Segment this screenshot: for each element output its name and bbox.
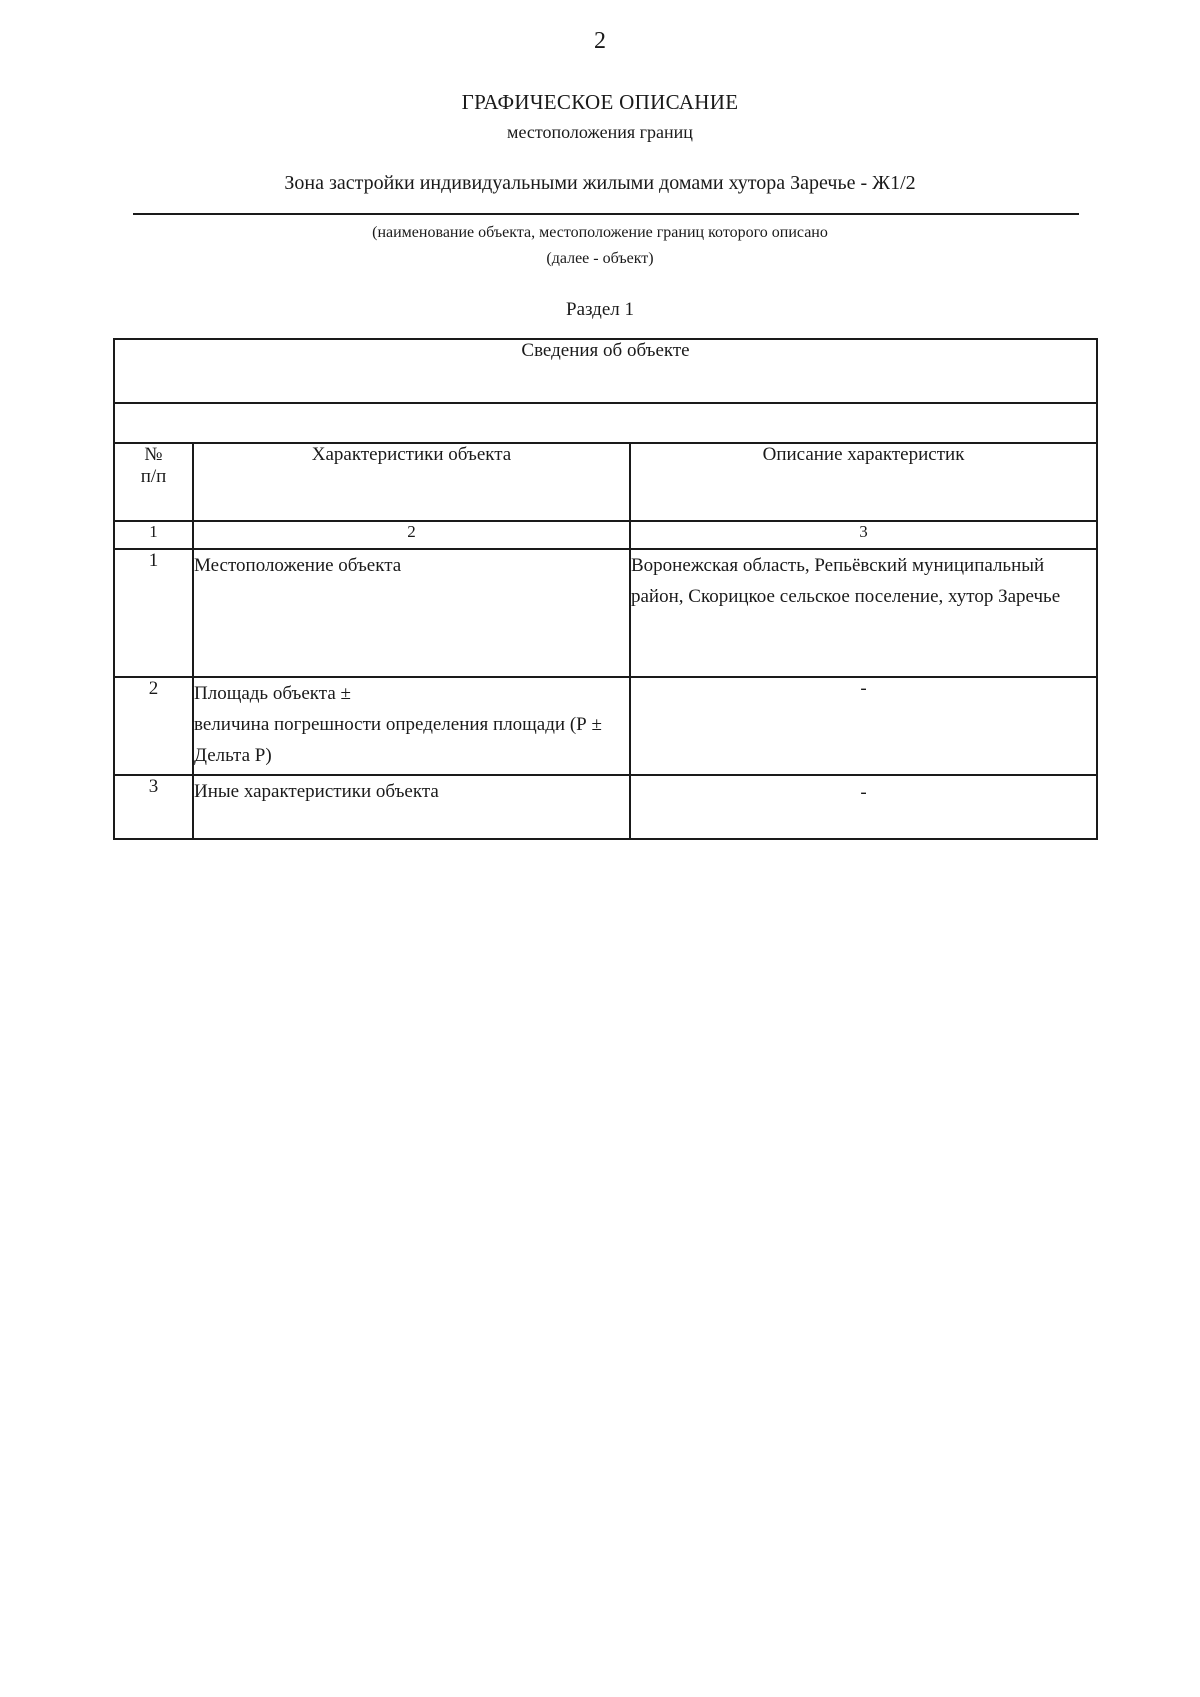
page-number: 2 xyxy=(594,28,606,54)
row-characteristic: Местоположение объекта xyxy=(193,549,630,677)
table-header: Сведения об объекте xyxy=(114,339,1097,403)
table-header-row xyxy=(114,339,1097,403)
object-name-underline xyxy=(133,213,1079,215)
row-number: 1 xyxy=(114,549,193,677)
table-empty-row xyxy=(114,403,1097,443)
column-header-number: № п/п xyxy=(114,443,193,521)
column-number-1: 1 xyxy=(114,521,193,549)
table-row xyxy=(114,775,1097,839)
column-header-characteristic: Характеристики объекта xyxy=(193,443,630,521)
document-title: ГРАФИЧЕСКОЕ ОПИСАНИЕ xyxy=(461,90,739,114)
section-label: Раздел 1 xyxy=(566,299,634,320)
document-subtitle: местоположения границ xyxy=(507,122,693,142)
row-number: 3 xyxy=(114,775,193,839)
column-number-2: 2 xyxy=(193,521,630,549)
row-description: Воронежская область, Репьёвский муниципальный район, Скорицкое сельское поселение, хутор Заречье xyxy=(630,549,1097,677)
row-characteristic: Площадь объекта ± величина погрешности определения площади (Р ± Дельта Р) xyxy=(193,677,630,775)
table-empty-cell xyxy=(114,403,1097,443)
column-number-3: 3 xyxy=(630,521,1097,549)
row-number: 2 xyxy=(114,677,193,775)
table-row xyxy=(114,549,1097,677)
table-column-headers xyxy=(114,443,1097,521)
object-name-caption-line1: (наименование объекта, местоположение границ которого описано xyxy=(372,224,828,241)
object-info-table xyxy=(113,338,1098,840)
object-name-caption xyxy=(0,220,1200,272)
row-description: - xyxy=(630,775,1097,839)
row-description: - xyxy=(630,677,1097,775)
object-name-caption-line2: (далее - объект) xyxy=(546,250,654,267)
column-header-description: Описание характеристик xyxy=(630,443,1097,521)
row-characteristic: Иные характеристики объекта xyxy=(193,775,630,839)
table-row xyxy=(114,677,1097,775)
table-column-numbers xyxy=(114,521,1097,549)
object-name: Зона застройки индивидуальными жилыми домами хутора Заречье - Ж1/2 xyxy=(284,172,916,194)
